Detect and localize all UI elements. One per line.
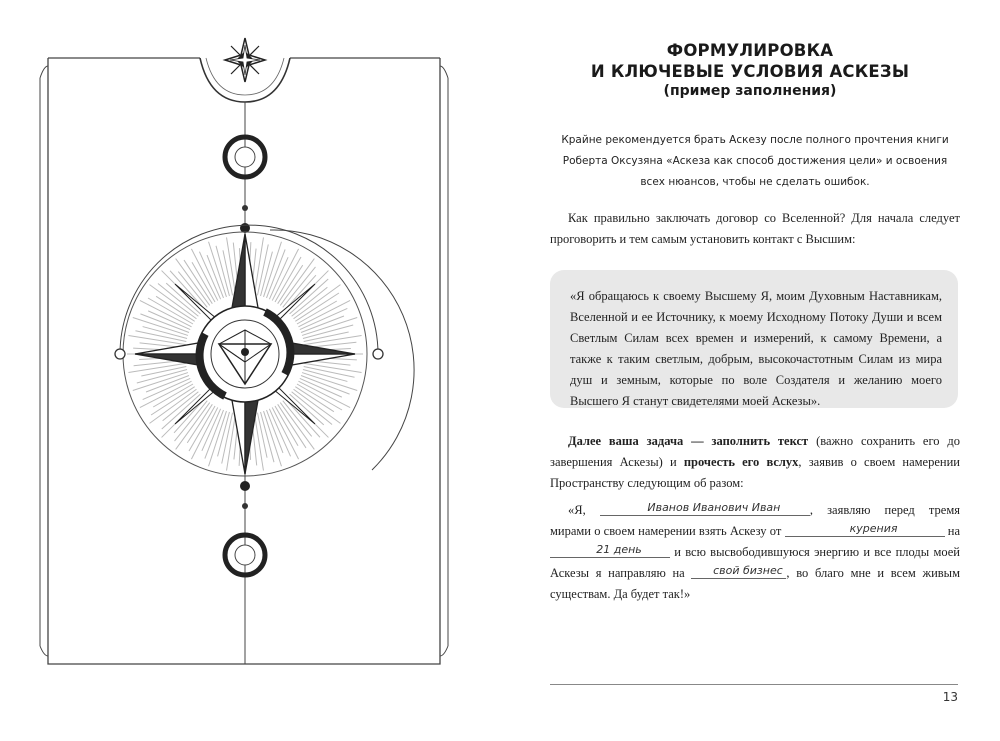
abstain-from-value: курения <box>849 522 898 535</box>
oath-part-1: «Я, <box>568 503 600 517</box>
duration-field[interactable] <box>550 542 670 558</box>
duration-value: 21 день <box>596 543 642 556</box>
name-field-value: Иванов Иванович Иван <box>647 501 781 514</box>
right-page <box>500 0 1000 741</box>
energy-target-value: свой бизнес <box>713 564 783 577</box>
sunburst-ray <box>269 257 288 299</box>
axis-dot <box>242 205 248 211</box>
intro-paragraph: Как правильно заключать договор со Вселенной? Для начала следует проговорить и тем самым установить контакт с Высшим: <box>550 211 960 246</box>
invocation-quote-text: «Я обращаюсь к своему Высшему Я, моим Духовным Наставникам, Вселенной и ее Источнику, к моему Исходному Потоку Души и всем Светлым Силам всех времен и измерений, к самому Времени, а также к таким светлым, добрым, высокочастотным Силам из мира душ и земным, которые по воле Создателя и желанию моего Высшего Я станут свидетелями моей Аскезы». <box>570 289 942 408</box>
abstain-from-field[interactable] <box>785 521 945 537</box>
sunburst-ray <box>301 376 350 395</box>
compass-star-icon <box>135 234 355 474</box>
note-line: всех нюансов, чтобы не сделать ошибок. <box>640 176 870 188</box>
orbit-node <box>115 349 125 359</box>
axis-dot <box>242 503 248 509</box>
orbit-node <box>373 349 383 359</box>
title-subtitle: (пример заполнения) <box>663 83 837 99</box>
sunburst-ray <box>199 252 220 300</box>
note-line: Крайне рекомендуется брать Аскезу после полного прочтения книги <box>561 134 949 146</box>
page-number: 13 <box>942 690 958 704</box>
title-line-2: И КЛЮЧЕВЫЕ УСЛОВИЯ АСКЕЗЫ <box>590 62 910 81</box>
sunburst-ray <box>269 409 290 457</box>
sunburst-ray <box>300 308 348 329</box>
energy-target-field[interactable] <box>691 563 786 579</box>
sunburst-ray <box>143 378 191 399</box>
recommendation-note <box>550 130 960 193</box>
top-star-icon <box>225 38 265 82</box>
axis-dot <box>240 481 250 491</box>
title-line-1: ФОРМУЛИРОВКА <box>666 41 834 60</box>
sunburst-ray <box>148 311 190 330</box>
task-text-1: (важно сохранить его до завершения Аскезы) и <box>550 434 961 469</box>
sunburst-ray <box>300 378 342 397</box>
oath-part-4: и всю высвободившуюся энергию и все плоды моей Аскезы я направляю на <box>550 545 960 580</box>
task-bold-2: прочесть его вслух <box>683 455 799 469</box>
sunburst-ray <box>267 249 286 298</box>
task-text-2: , заявив о своем намерении Пространству следующим об разом: <box>550 455 960 490</box>
sunburst-ray <box>202 409 221 451</box>
oath-part-5: , во благо мне и всем живым существам. Да будет так!» <box>550 566 960 601</box>
name-field[interactable] <box>600 500 810 516</box>
page-title <box>500 40 1000 101</box>
footer-rule <box>550 684 958 685</box>
oath-paragraph <box>550 500 960 605</box>
note-line: Роберта Оксузяна «Аскеза как способ достижения цели» и освоения <box>562 155 948 167</box>
task-bold-1: Далее ваша задача — заполнить текст <box>568 434 809 448</box>
sunburst-ray <box>140 314 189 333</box>
task-paragraph <box>550 431 960 494</box>
oath-part-2: , заявляю перед тремя мирами о своем намерении взять Аскезу от <box>550 503 960 538</box>
oath-part-3: на <box>944 524 960 538</box>
invocation-quote-box <box>550 270 958 408</box>
sunburst-ray <box>205 410 224 459</box>
